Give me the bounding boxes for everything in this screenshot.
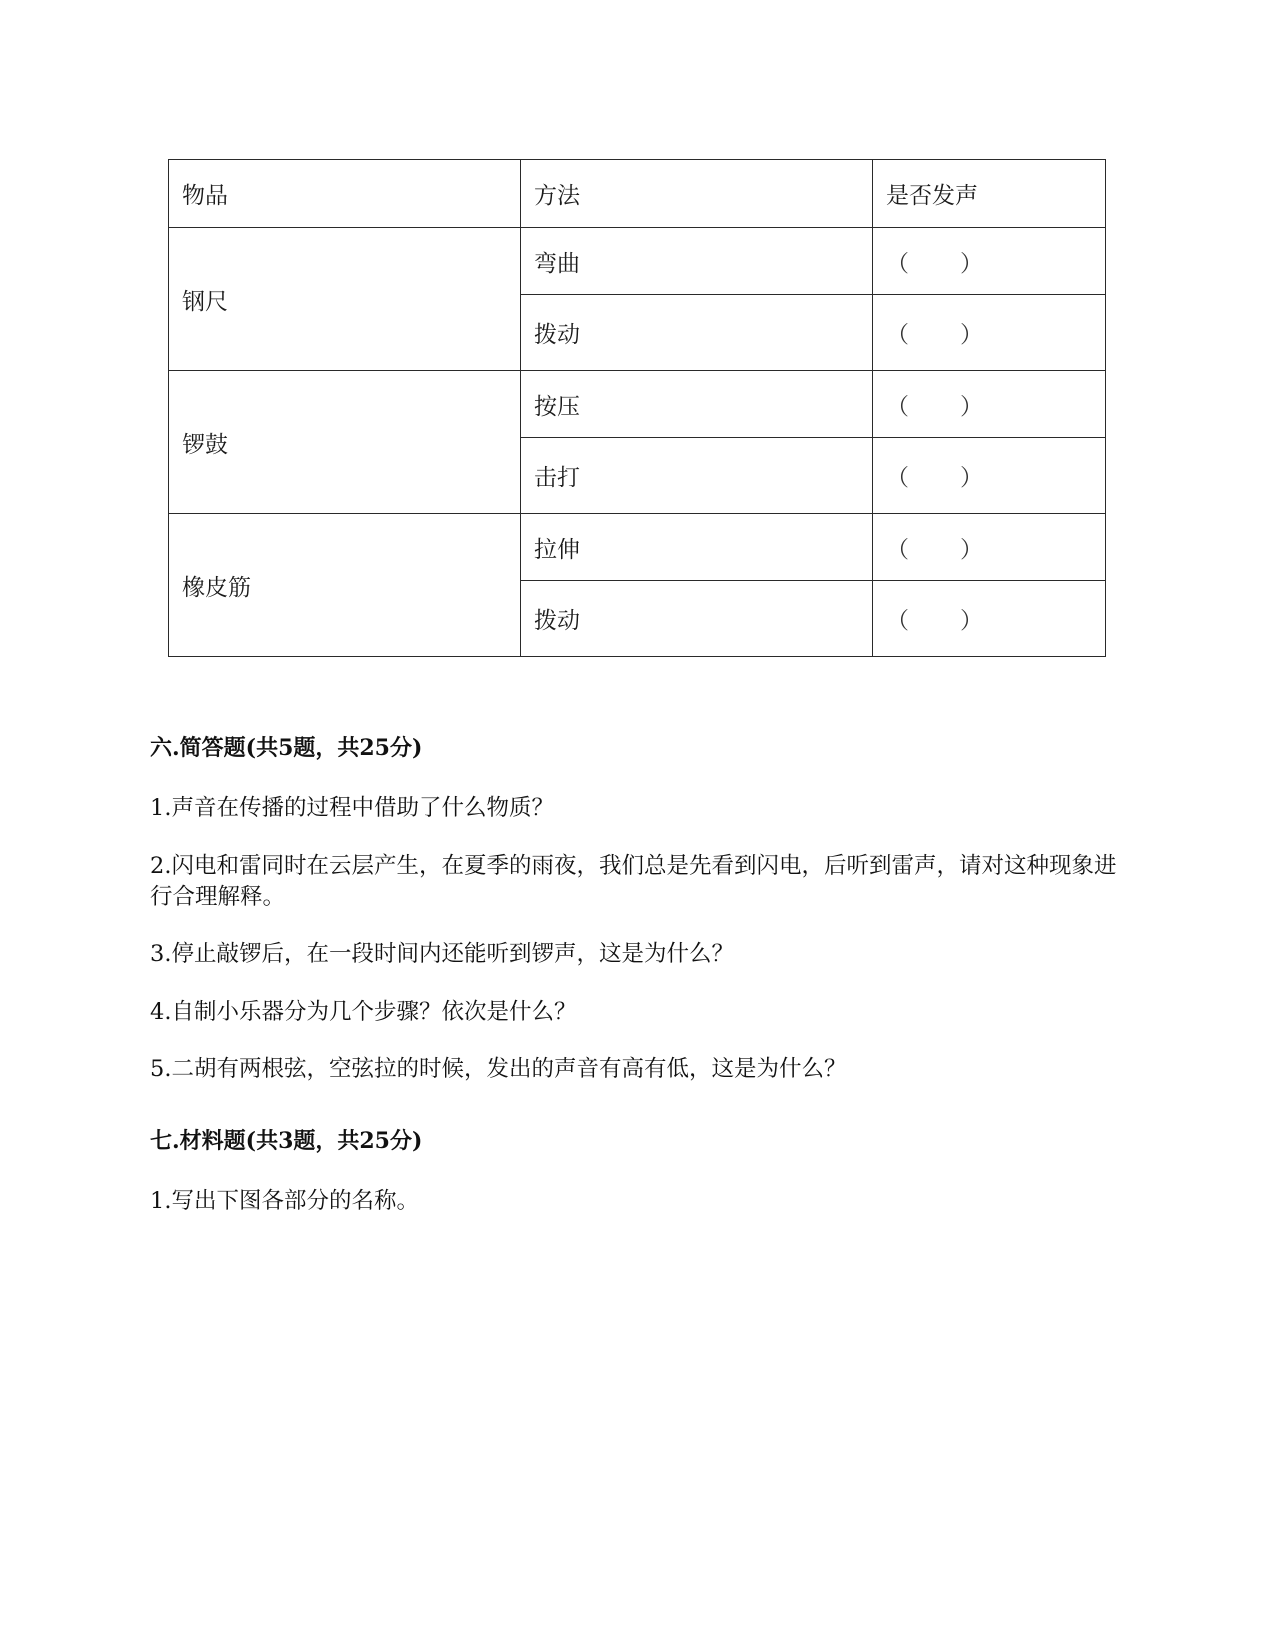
header-item: 物品 xyxy=(169,160,521,228)
answer-blank[interactable] xyxy=(873,228,1106,295)
method-cell: 弯曲 xyxy=(521,228,873,295)
item-cell: 橡皮筋 xyxy=(169,514,521,657)
header-method: 方法 xyxy=(521,160,873,228)
question-6-4: 4.自制小乐器分为几个步骤？依次是什么？ xyxy=(150,999,577,1025)
question-7-1: 1.写出下图各部分的名称。 xyxy=(150,1188,419,1214)
close-paren: ） xyxy=(960,322,983,348)
open-paren: （ xyxy=(886,465,909,491)
open-paren: （ xyxy=(886,608,909,634)
item-cell: 锣鼓 xyxy=(169,371,521,514)
question-6-1: 1.声音在传播的过程中借助了什么物质？ xyxy=(150,795,554,821)
answer-blank[interactable] xyxy=(873,295,1106,371)
open-paren: （ xyxy=(886,393,909,420)
open-paren: （ xyxy=(886,322,909,348)
table-header-row xyxy=(169,160,1106,228)
sound-experiment-table xyxy=(168,159,1106,657)
close-paren: ） xyxy=(960,465,983,491)
item-cell: 钢尺 xyxy=(169,228,521,371)
close-paren: ） xyxy=(960,393,983,420)
table-row xyxy=(169,514,1106,581)
open-paren: （ xyxy=(886,536,909,563)
answer-blank[interactable] xyxy=(873,514,1106,581)
section-seven-title: 七.材料题(共3题，共25分) xyxy=(150,1128,423,1154)
table-row xyxy=(169,228,1106,295)
question-6-2: 2.闪电和雷同时在云层产生，在夏季的雨夜，我们总是先看到闪电，后听到雷声，请对这种现象进行合理解释。 xyxy=(150,853,1117,910)
close-paren: ） xyxy=(960,536,983,563)
method-cell: 击打 xyxy=(521,438,873,514)
close-paren: ） xyxy=(960,608,983,634)
method-cell: 拉伸 xyxy=(521,514,873,581)
open-paren: （ xyxy=(886,250,909,277)
header-result: 是否发声 xyxy=(873,160,1106,228)
section-six-title: 六.简答题(共5题，共25分) xyxy=(150,735,423,761)
answer-blank[interactable] xyxy=(873,371,1106,438)
method-cell: 拨动 xyxy=(521,581,873,657)
method-cell: 拨动 xyxy=(521,295,873,371)
answer-blank[interactable] xyxy=(873,438,1106,514)
close-paren: ） xyxy=(960,250,983,277)
table-row xyxy=(169,371,1106,438)
method-cell: 按压 xyxy=(521,371,873,438)
question-6-5: 5.二胡有两根弦，空弦拉的时候，发出的声音有高有低，这是为什么？ xyxy=(150,1056,847,1082)
answer-blank[interactable] xyxy=(873,581,1106,657)
question-6-3: 3.停止敲锣后，在一段时间内还能听到锣声，这是为什么？ xyxy=(150,941,734,967)
